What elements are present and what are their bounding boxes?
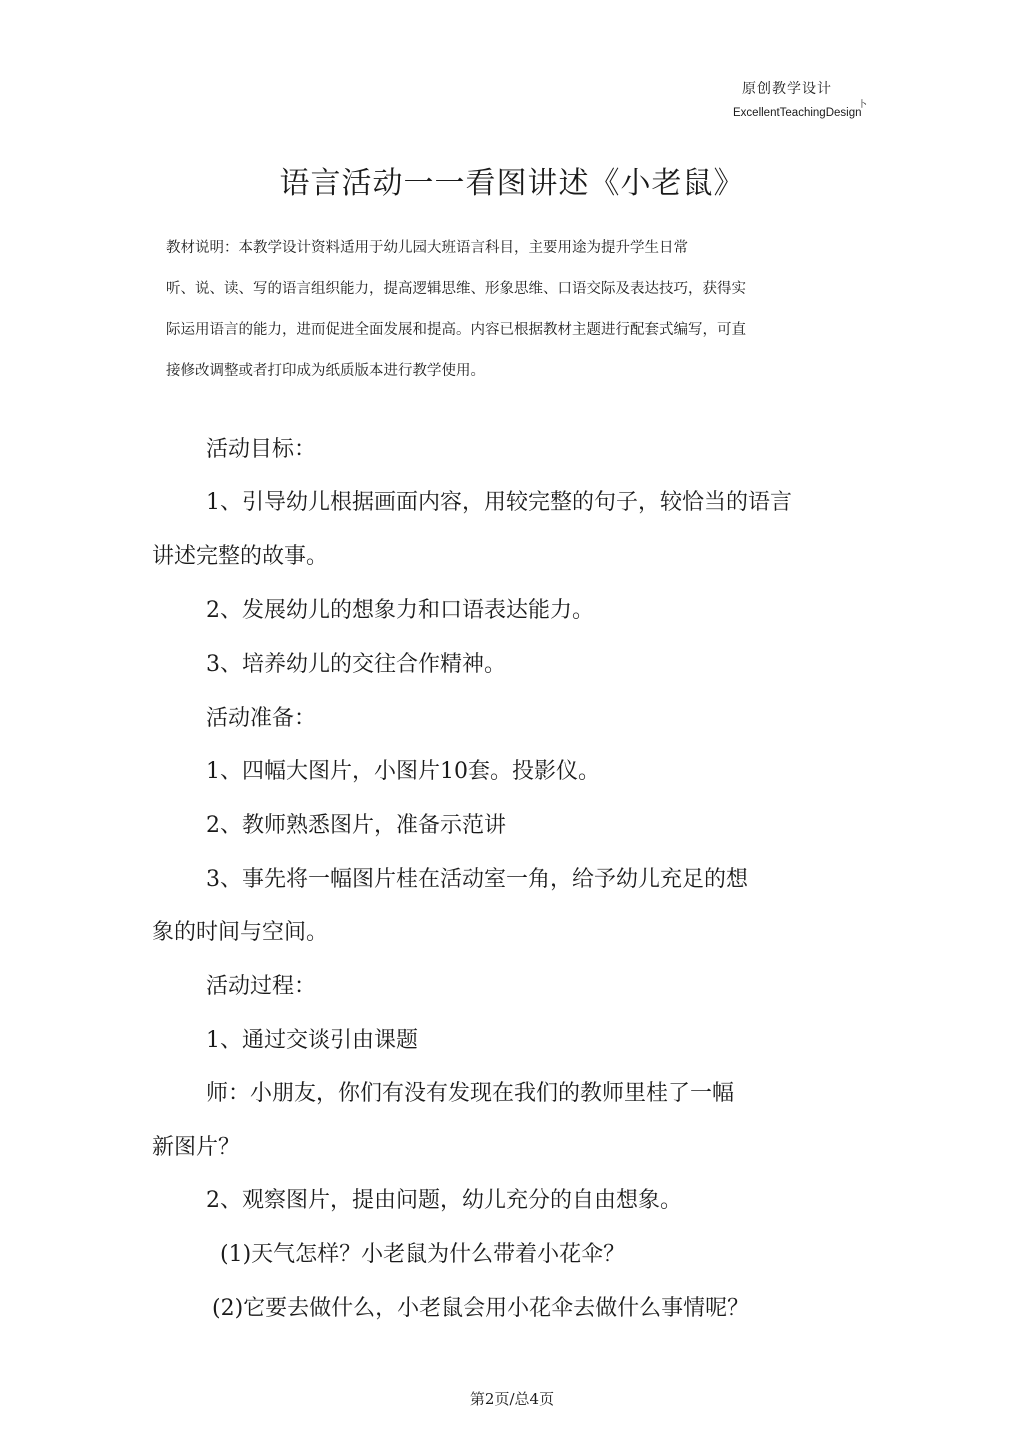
header-mark: 卜 xyxy=(858,100,868,110)
body-line: 1、通过交谈引由课题 xyxy=(206,1028,418,1053)
body-line: 1、四幅大图片，小图片10套。投影仪。 xyxy=(206,759,600,784)
section-heading: 活动过程： xyxy=(206,974,317,999)
header-en-label: ExcellentTeachingDesign xyxy=(733,107,862,119)
section-heading: 活动目标： xyxy=(206,437,317,462)
page-footer: 第2页/总4页 xyxy=(469,1390,555,1408)
note-line: 教材说明：本教学设计资料适用于幼儿园大班语言科目，主要用途为提升学生日常 xyxy=(166,240,688,256)
section-heading: 活动准备： xyxy=(206,706,317,731)
body-line: 1、引导幼儿根据画面内容，用较完整的句子，较恰当的语言 xyxy=(206,490,792,515)
body-line: 师：小朋友，你们有没有发现在我们的教师里桂了一幅 xyxy=(206,1081,735,1106)
document-title: 语言活动一一看图讲述《小老鼠》 xyxy=(279,166,745,201)
body-line: 2、观察图片，提由问题，幼儿充分的自由想象。 xyxy=(206,1188,682,1213)
body-line: 象的时间与空间。 xyxy=(152,920,329,945)
note-line: 际运用语言的能力，进而促进全面发展和提高。内容已根据教材主题进行配套式编写，可直 xyxy=(166,322,746,338)
body-line: 3、事先将一幅图片桂在活动室一角，给予幼儿充足的想 xyxy=(206,867,748,892)
body-line: (1)天气怎样？小老鼠为什么带着小花伞？ xyxy=(220,1242,626,1267)
body-line: 3、培养幼儿的交往合作精神。 xyxy=(206,652,506,677)
body-line: 讲述完整的故事。 xyxy=(152,544,329,569)
body-line: (2)它要去做什么，小老鼠会用小花伞去做什么事情呢？ xyxy=(212,1296,750,1321)
body-line: 2、教师熟悉图片，准备示范讲 xyxy=(206,813,506,838)
body-line: 2、发展幼儿的想象力和口语表达能力。 xyxy=(206,598,594,623)
header-cn-label: 原创教学设计 xyxy=(742,81,832,97)
body-line: 新图片？ xyxy=(152,1135,241,1160)
note-line: 听、说、读、写的语言组织能力，提高逻辑思维、形象思维、口语交际及表达技巧，获得实 xyxy=(166,281,746,297)
note-line: 接修改调整或者打印成为纸质版本进行教学使用。 xyxy=(166,363,485,379)
